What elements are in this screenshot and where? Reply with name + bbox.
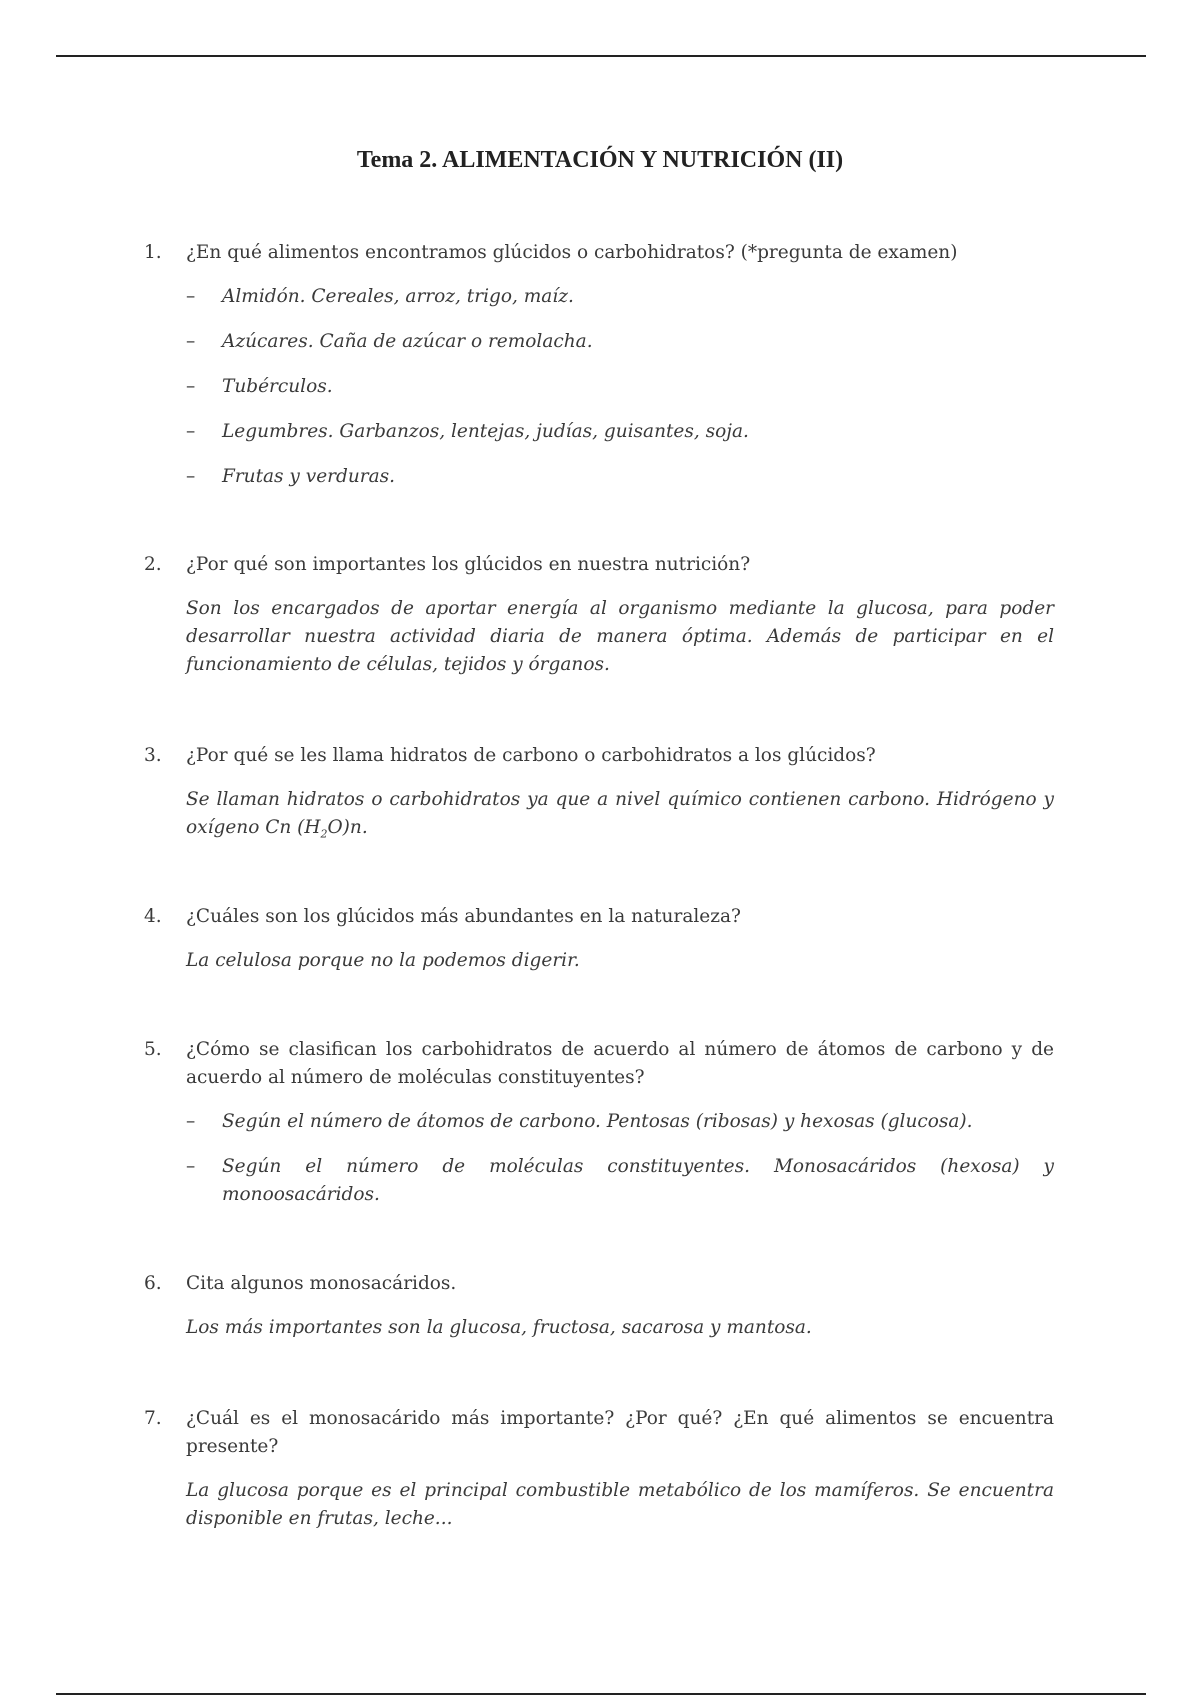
list-item: – Tubérculos. bbox=[186, 376, 333, 397]
answer-list bbox=[144, 1108, 1054, 1209]
question-text: 4. ¿Cuáles son los glúcidos más abundantes en la naturaleza? bbox=[144, 903, 1054, 931]
question-text: 6. Cita algunos monosacáridos. bbox=[144, 1270, 1054, 1298]
question-4 bbox=[144, 903, 1054, 975]
list-item: – Almidón. Cereales, arroz, trigo, maíz. bbox=[186, 286, 574, 307]
question-number: 3. bbox=[144, 745, 162, 766]
question-number: 4. bbox=[144, 906, 162, 927]
question-1 bbox=[144, 239, 1054, 491]
answer-text: La glucosa porque es el principal combustible metabólico de los mamíferos. Se encuentra disponible en frutas, leche... bbox=[186, 1480, 1054, 1529]
answer-text: Son los encargados de aportar energía al organismo mediante la glucosa, para poder desarrollar nuestra actividad diaria de manera óptima. Además de participar en el funcionamiento de células, tejidos y órganos. bbox=[186, 598, 1054, 675]
question-number: 5. bbox=[144, 1039, 162, 1060]
header-rule bbox=[56, 55, 1146, 57]
question-number: 1. bbox=[144, 242, 162, 263]
question-5 bbox=[144, 1036, 1054, 1209]
list-item: – Legumbres. Garbanzos, lentejas, judías, guisantes, soja. bbox=[186, 421, 749, 442]
question-number: 6. bbox=[144, 1273, 162, 1294]
footer-rule bbox=[56, 1693, 1146, 1695]
question-text: 2. ¿Por qué son importantes los glúcidos en nuestra nutrición? bbox=[144, 551, 1054, 579]
question-number: 7. bbox=[144, 1408, 162, 1429]
list-item: – Azúcares. Caña de azúcar o remolacha. bbox=[186, 331, 593, 352]
list-item: – Según el número de átomos de carbono. Pentosas (ribosas) y hexosas (glucosa). bbox=[186, 1111, 973, 1132]
question-6 bbox=[144, 1270, 1054, 1342]
page-title: Tema 2. ALIMENTACIÓN Y NUTRICIÓN (II) bbox=[356, 147, 844, 173]
question-3 bbox=[144, 742, 1054, 849]
answer-text: Los más importantes son la glucosa, fructosa, sacarosa y mantosa. bbox=[186, 1317, 812, 1338]
question-text: 1. ¿En qué alimentos encontramos glúcidos o carbohidratos? (*pregunta de examen) bbox=[144, 239, 1054, 267]
question-text: 7. ¿Cuál es el monosacárido más importante? ¿Por qué? ¿En qué alimentos se encuentra presente? bbox=[144, 1405, 1054, 1461]
question-text: 5. ¿Cómo se clasifican los carbohidratos de acuerdo al número de átomos de carbono y de acuerdo al número de moléculas constituyentes? bbox=[144, 1036, 1054, 1092]
list-item: – Frutas y verduras. bbox=[186, 466, 396, 487]
question-2 bbox=[144, 551, 1054, 679]
answer-text: Se llaman hidratos o carbohidratos ya que a nivel químico contienen carbono. Hidrógeno y oxígeno Cn $(H_2O)n$. bbox=[186, 789, 1054, 841]
question-text: 3. ¿Por qué se les llama hidratos de carbono o carbohidratos a los glúcidos? bbox=[144, 742, 1054, 770]
question-7 bbox=[144, 1405, 1054, 1533]
list-item: – Según el número de moléculas constituyentes. Monosacáridos (hexosa) y monoosacáridos. bbox=[186, 1156, 1054, 1205]
answer-list bbox=[144, 283, 1054, 491]
answer-text: La celulosa porque no la podemos digerir. bbox=[186, 950, 580, 971]
question-number: 2. bbox=[144, 554, 162, 575]
